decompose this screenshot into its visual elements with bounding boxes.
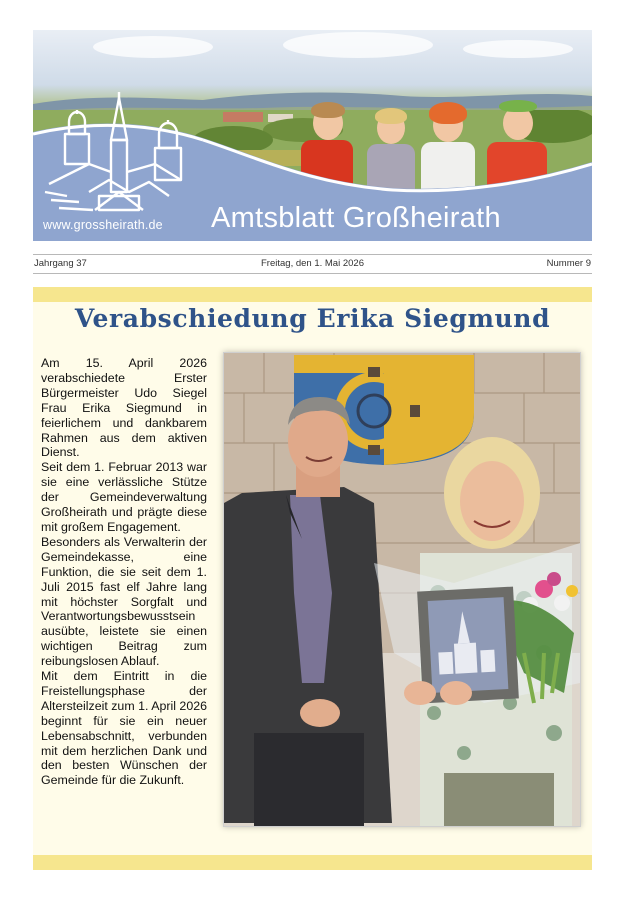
publication-title: Amtsblatt Großheirath — [211, 202, 501, 234]
article-paragraph: Am 15. April 2026 verabschiedete Erster Bürgermeister Udo Siegel Frau Erika Siegmund in feierlichem und dankbarem Rahmen aus dem aktiven Dienst. — [41, 356, 207, 460]
accent-band-bottom — [33, 855, 592, 870]
issue-date: Freitag, den 1. Mai 2026 — [261, 258, 364, 269]
masthead-banner — [33, 30, 592, 241]
church-logo-icon — [39, 92, 189, 216]
issue-number: Nummer 9 — [546, 258, 591, 269]
farewell-photo — [223, 352, 581, 827]
accent-band-top — [33, 287, 592, 302]
article-paragraph: Besonders als Verwalterin der Gemeindekasse, eine Funktion, die sie seit dem 1. Juli 2015 fast elf Jahre lang mit höchster Sorgfalt und Verantwortungsbewusstsein ausübte, leistete sie einen wichtigen Beitrag zum reibungslosen Ablauf. — [41, 534, 207, 669]
website-url: www.grossheirath.de — [43, 218, 163, 232]
article-headline: Verabschiedung Erika Siegmund — [74, 304, 551, 333]
article-paragraph: Seit dem 1. Februar 2013 war sie eine verlässliche Stütze der Gemeindeverwaltung Großheirath und prägte diese mit großem Engagement. — [41, 460, 207, 534]
article-box — [33, 287, 592, 870]
article-paragraph: Mit dem Eintritt in die Freistellungsphase der Altersteilzeit zum 1. April 2026 beginnt für sie ein neuer Lebensabschnitt, verbunden mit dem herzlichen Dank und den besten Wünschen der Gemeinde für die Zukunft. — [41, 669, 207, 788]
issue-info-line — [33, 254, 592, 274]
volume-label: Jahrgang 37 — [34, 258, 87, 269]
article-body — [41, 356, 207, 788]
